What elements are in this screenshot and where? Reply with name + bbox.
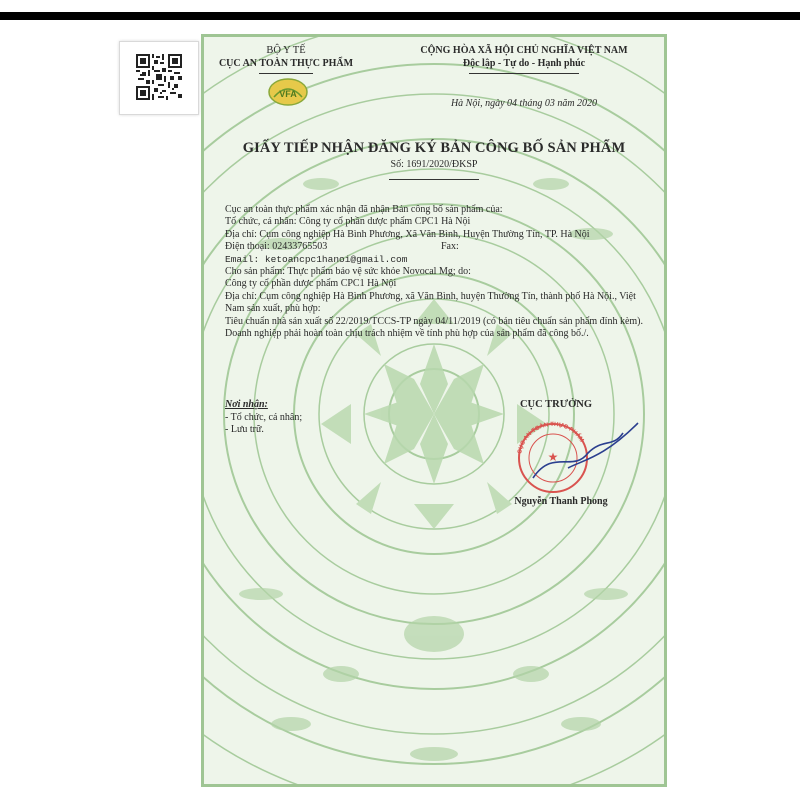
intro-text: Cục an toàn thực phẩm xác nhận đã nhận Bản công bố sản phẩm của: xyxy=(225,204,503,215)
certificate-number: Số: 1691/2020/ĐKSP xyxy=(390,159,478,170)
responsibility-line: Doanh nghiệp phải hoàn toàn chịu trách nhiệm về tính phù hợp của sản phẩm đã công bố./. xyxy=(225,328,589,340)
logo-text: VFA xyxy=(279,89,297,99)
signatory-title: CỤC TRƯỞNG xyxy=(519,399,593,410)
national-header xyxy=(381,44,667,70)
manufacturer-address-line: Địa chỉ: Cụm công nghiệp Hà Bình Phương, xã Văn Bình, huyện Thường Tín, thành phố Hà Nội., Việt Nam sản xuất, phù hợp: xyxy=(225,290,636,315)
official-stamp-icon xyxy=(513,418,653,498)
qr-code-thumbnail[interactable] xyxy=(119,41,199,115)
address-line: Địa chỉ: Cụm công nghiệp Hà Bình Phương, Xã Văn Bình, Huyện Thường Tín, TP. Hà Nội xyxy=(225,228,590,240)
standard-line: Tiêu chuẩn nhà sản xuất số 22/2019/TCCS-TP ngày 04/11/2019 (có bản tiêu chuẩn sản phẩm đính kèm). xyxy=(225,315,643,327)
agency-name: CỤC AN TOÀN THỰC PHẨM xyxy=(218,58,354,69)
issue-date: Hà Nội, ngày 04 tháng 03 năm 2020 xyxy=(450,98,598,109)
certificate-title: GIẤY TIẾP NHẬN ĐĂNG KÝ BẢN CÔNG BỐ SẢN PHẨM xyxy=(242,140,626,156)
certificate-document xyxy=(201,34,667,787)
ministry-name: BỘ Y TẾ xyxy=(266,45,306,56)
country-name: CỘNG HÒA XÃ HỘI CHỦ NGHĨA VIỆT NAM xyxy=(420,45,628,56)
top-black-bar xyxy=(0,12,800,20)
qr-code-icon xyxy=(136,54,182,100)
recipient-item: - Tổ chức, cá nhân; xyxy=(225,411,303,423)
recipient-item: - Lưu trữ. xyxy=(225,424,264,435)
header-right-rule xyxy=(469,73,579,74)
title-rule xyxy=(389,179,479,180)
vfa-logo-icon xyxy=(268,77,308,107)
email-line: Email: ketoancpc1hanoi@gmail.com xyxy=(225,253,408,265)
phone-text: Điện thoại: 02433765503 xyxy=(225,241,328,253)
signatory-name: Nguyễn Thanh Phong xyxy=(514,496,608,507)
recipients-heading: Nơi nhận: xyxy=(225,399,268,410)
manufacturer-line: Công ty cổ phần dược phẩm CPC1 Hà Nội xyxy=(225,278,397,290)
certificate-body xyxy=(225,204,645,340)
organization-line: Tổ chức, cá nhân: Công ty cổ phần dược phẩm CPC1 Hà Nội xyxy=(225,216,471,228)
svg-text:★: ★ xyxy=(547,450,559,464)
national-motto: Độc lập - Tự do - Hạnh phúc xyxy=(462,58,586,69)
header-left-rule xyxy=(259,73,313,74)
stamp-text: CỤC AN TOÀN THỰC PHẨM xyxy=(517,421,585,455)
issuer-header xyxy=(201,44,371,70)
product-line: Cho sản phẩm: Thực phẩm bảo vệ sức khỏe Novocal Mg; do: xyxy=(225,266,471,278)
recipients-block xyxy=(225,399,302,437)
phone-fax-line xyxy=(225,241,645,253)
fax-label: Fax: xyxy=(441,241,459,253)
